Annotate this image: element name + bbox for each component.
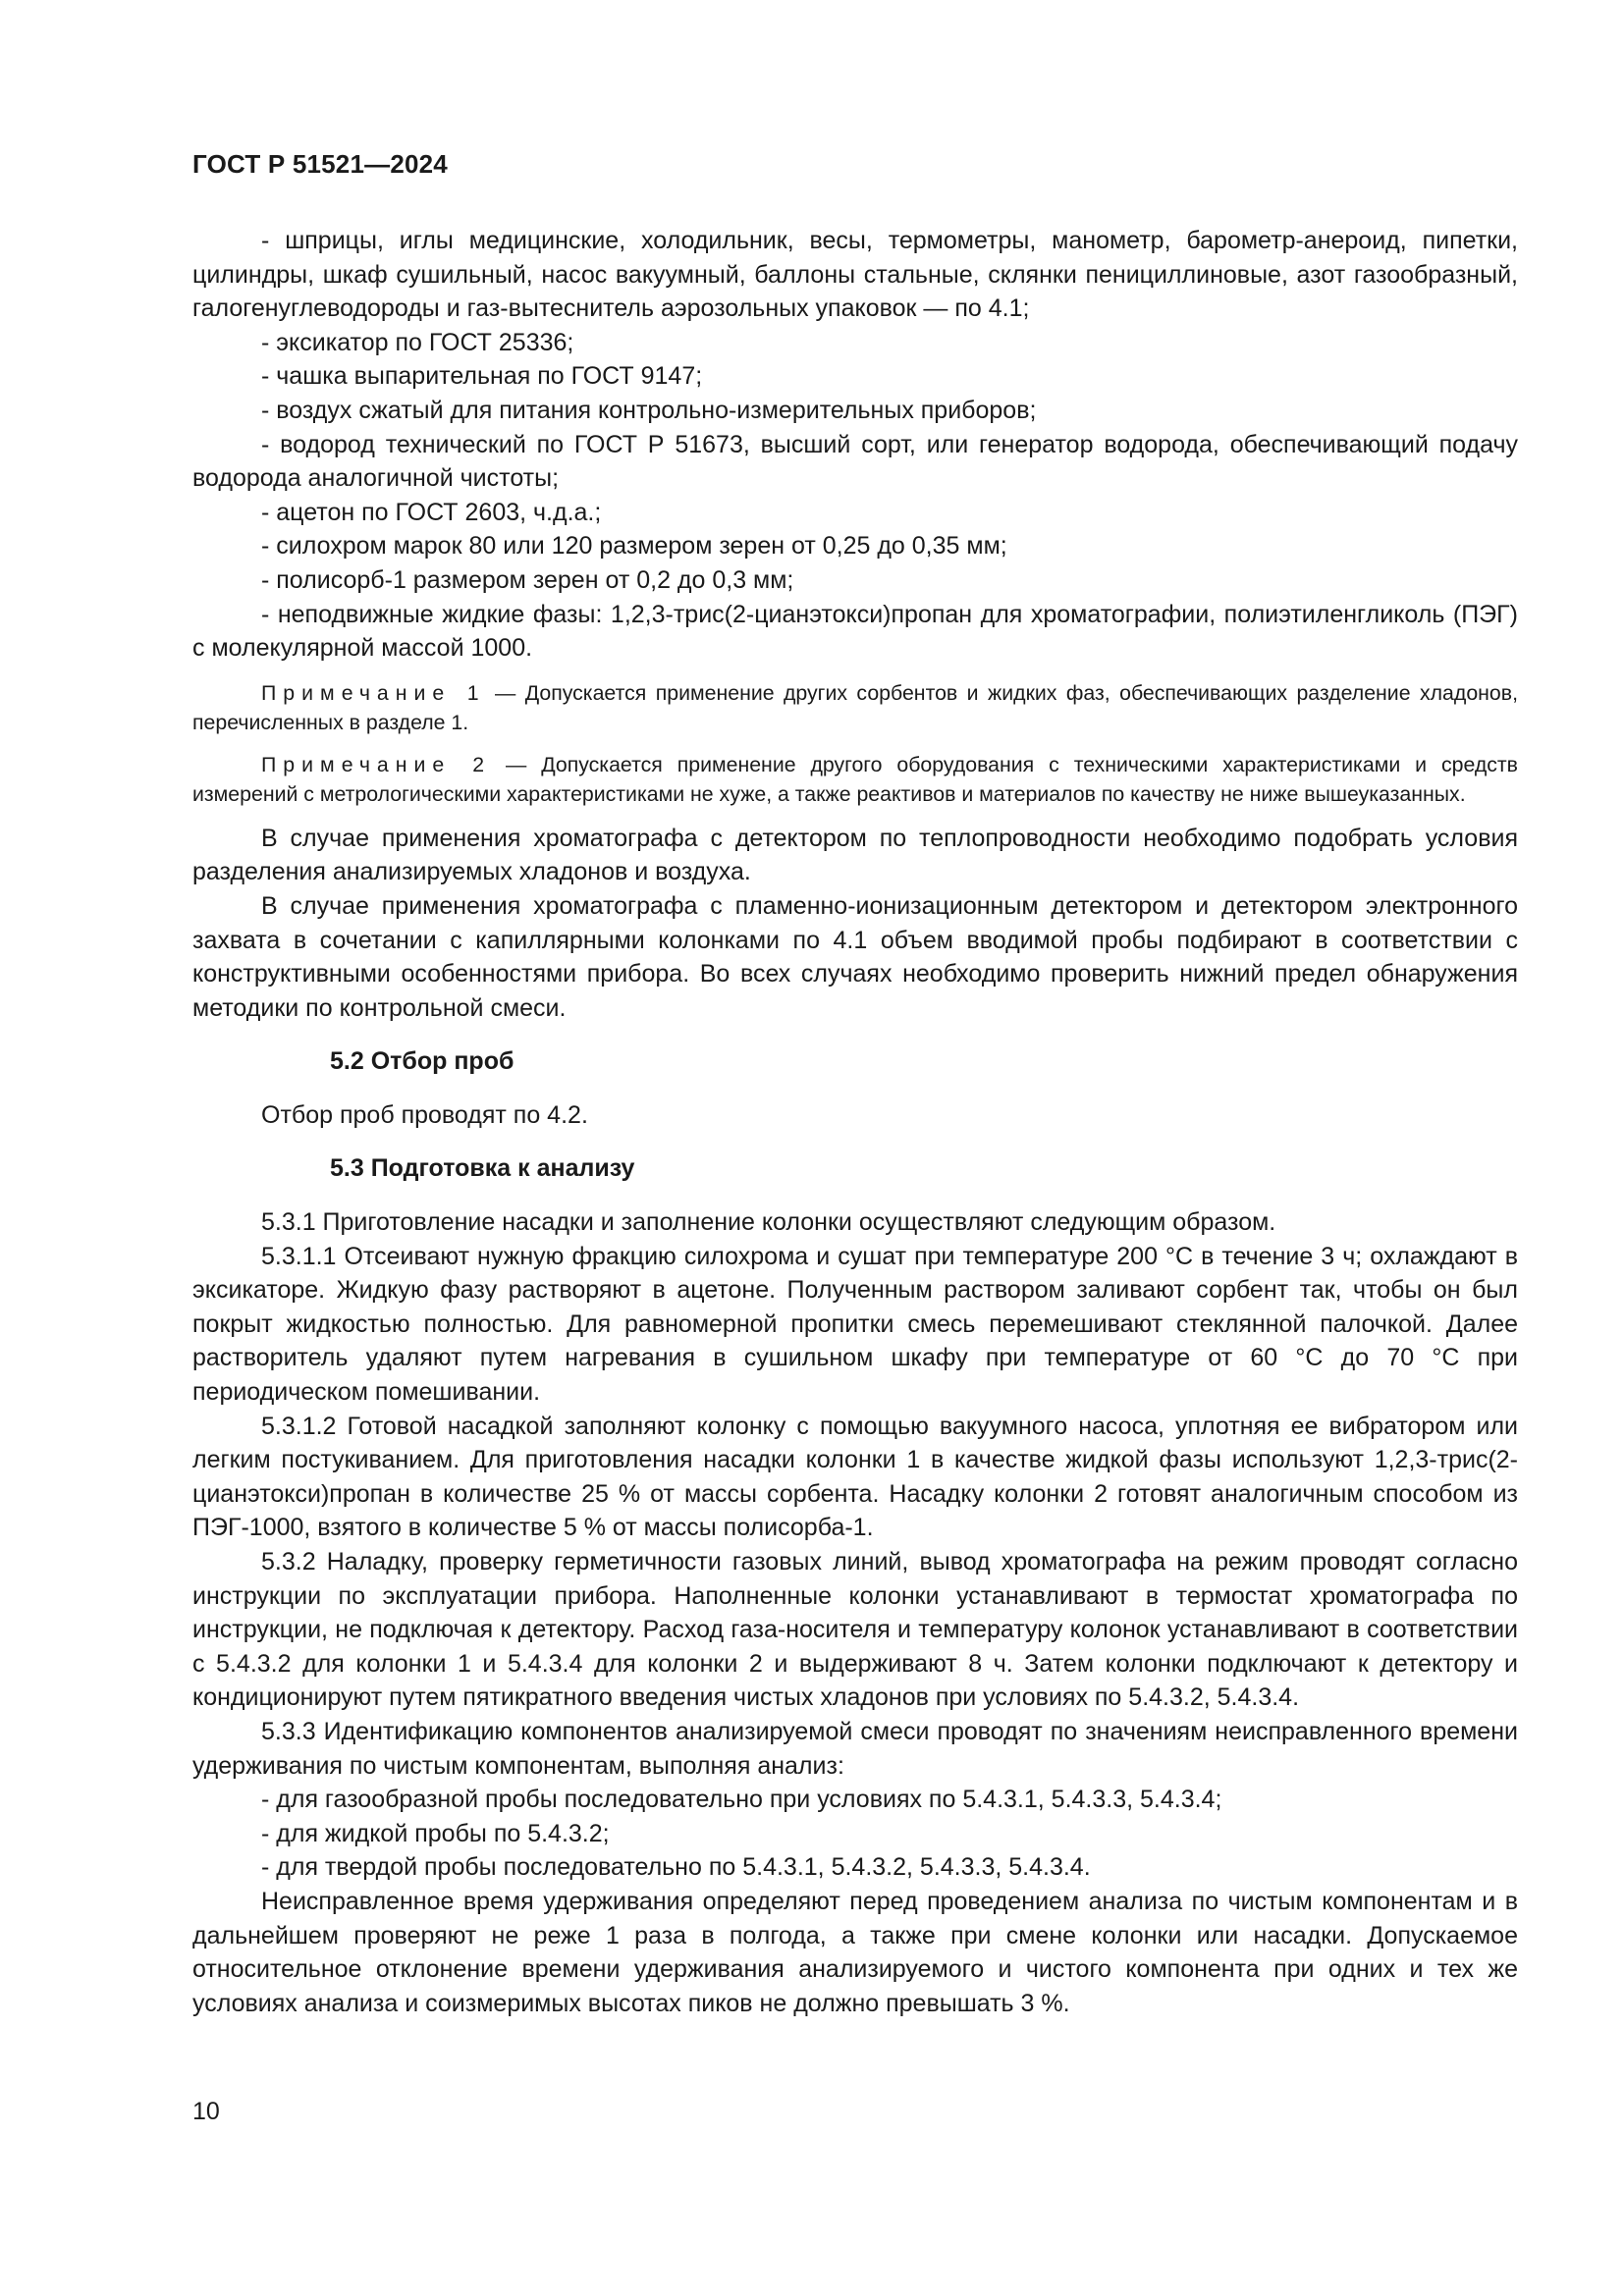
note-text: — Допускается применение другого оборудования с техническими характеристиками и средств измерений с метрологическими характеристиками не хуже, а также реактивов и материалов по качеству не ниже вышеуказанных. xyxy=(192,752,1518,806)
equipment-list-item: - чашка выпарительная по ГОСТ 9147; xyxy=(261,362,703,391)
paragraph: 5.3.1.2 Готовой насадкой заполняют колонку с помощью вакуумного насоса, уплотняя ее вибратором или легким постукиванием. Для приготовления насадки колонки 1 в качестве жидкой фазы используют 1,2,3-трис(2-цианэтокси)пропан в количестве 25 % от массы сорбента. Насадку колонки 2 готовят аналогичным способом из ПЭГ-1000, взятого в количестве 5 % от массы полисорба-1. xyxy=(192,1412,1518,1542)
list-item: - для жидкой пробы по 5.4.3.2; xyxy=(261,1819,610,1847)
equipment-list-item: - воздух сжатый для питания контрольно-измерительных приборов; xyxy=(261,396,1037,424)
equipment-list-item: - силохром марок 80 или 120 размером зерен от 0,25 до 0,35 мм; xyxy=(261,532,1007,561)
list-item: - для твердой пробы последовательно по 5.4.3.1, 5.4.3.2, 5.4.3.3, 5.4.3.4. xyxy=(261,1853,1091,1882)
paragraph: 5.3.1.1 Отсеивают нужную фракцию силохрома и сушат при температуре 200 °С в течение 3 ч; охлаждают в эксикаторе. Жидкую фазу растворяют в ацетоне. Полученным раствором заливают сорбент так, чтобы он был покрыт жидкостью полностью. Для равномерной пропитки смесь перемешивают стеклянной палочкой. Далее растворитель удаляют путем нагревания в сушильном шкафу при температуре от 60 °С до 70 °С при периодическом помешивании. xyxy=(192,1242,1518,1407)
document-code-header: ГОСТ Р 51521—2024 xyxy=(192,149,448,179)
paragraph: В случае применения хроматографа с детектором по теплопроводности необходимо подобрать условия разделения анализируемых хладонов и воздуха. xyxy=(192,824,1518,886)
paragraph: 5.3.2 Наладку, проверку герметичности газовых линий, вывод хроматографа на режим проводят согласно инструкции по эксплуатации прибора. Наполненные колонки устанавливают в термостат хроматографа по инструкции, не подключая к детектору. Расход газа-носителя и температуру колонок устанавливают в соответствии с 5.4.3.2 для колонки 1 и 5.4.3.4 для колонки 2 и выдерживают 8 ч. Затем колонки подключают к детектору и кондиционируют путем пятикратного введения чистых хладонов при условиях по 5.4.3.2, 5.4.3.4. xyxy=(192,1548,1518,1712)
list-item: - для газообразной пробы последовательно при условиях по 5.4.3.1, 5.4.3.3, 5.4.3.4; xyxy=(261,1786,1222,1814)
document-body xyxy=(192,224,1518,2020)
paragraph: Неисправленное время удерживания определяют перед проведением анализа по чистым компонентам и в дальнейшем проверяют не реже 1 раза в полгода, а также при смене колонки или насадки. Допускаемое относительное отклонение времени удерживания анализируемого и чистого компонента при одних и тех же условиях анализа и соизмеримых высотах пиков не должно превышать 3 %. xyxy=(192,1887,1518,2017)
note-label: Примечание 1 xyxy=(261,680,486,705)
paragraph: 5.3.1 Приготовление насадки и заполнение колонки осуществляют следующим образом. xyxy=(261,1208,1276,1237)
paragraph: В случае применения хроматографа с пламенно-ионизационным детектором и детектором электронного захвата в сочетании с капиллярными колонками по 4.1 объем вводимой пробы подбирают в соответствии с конструктивными особенностями прибора. Во всех случаях необходимо проверить нижний предел обнаружения методики по контрольной смеси. xyxy=(192,891,1518,1022)
equipment-list-item: - водород технический по ГОСТ Р 51673, высший сорт, или генератор водорода, обеспечивающий подачу водорода аналогичной чистоты; xyxy=(192,430,1518,493)
equipment-list-item: - шприцы, иглы медицинские, холодильник, весы, термометры, манометр, барометр-анероид, пипетки, цилиндры, шкаф сушильный, насос вакуумный, баллоны стальные, склянки пенициллиновые, азот газообразный, галогенуглеводороды и газ-вытеснитель аэрозольных упаковок — по 4.1; xyxy=(192,227,1518,323)
note-label: Примечание 2 xyxy=(261,752,492,776)
section-heading-5-3: 5.3 Подготовка к анализу xyxy=(330,1154,635,1183)
note-text: — Допускается применение других сорбентов и жидких фаз, обеспечивающих разделение хладонов, перечисленных в разделе 1. xyxy=(192,680,1518,734)
equipment-list-item: - эксикатор по ГОСТ 25336; xyxy=(261,328,574,356)
equipment-list-item: - полисорб-1 размером зерен от 0,2 до 0,3 мм; xyxy=(261,565,794,594)
equipment-list-item: - ацетон по ГОСТ 2603, ч.д.а.; xyxy=(261,498,602,526)
section-heading-5-2: 5.2 Отбор проб xyxy=(330,1047,514,1076)
page-number: 10 xyxy=(192,2098,220,2125)
equipment-list-item: - неподвижные жидкие фазы: 1,2,3-трис(2-цианэтокси)пропан для хроматографии, полиэтиленгликоль (ПЭГ) с молекулярной массой 1000. xyxy=(192,600,1518,663)
paragraph: 5.3.3 Идентификацию компонентов анализируемой смеси проводят по значениям неисправленного времени удерживания по чистым компонентам, выполняя анализ: xyxy=(192,1717,1518,1780)
paragraph: Отбор проб проводят по 4.2. xyxy=(261,1100,588,1129)
note-2 xyxy=(192,750,1518,809)
note-1 xyxy=(192,678,1518,737)
